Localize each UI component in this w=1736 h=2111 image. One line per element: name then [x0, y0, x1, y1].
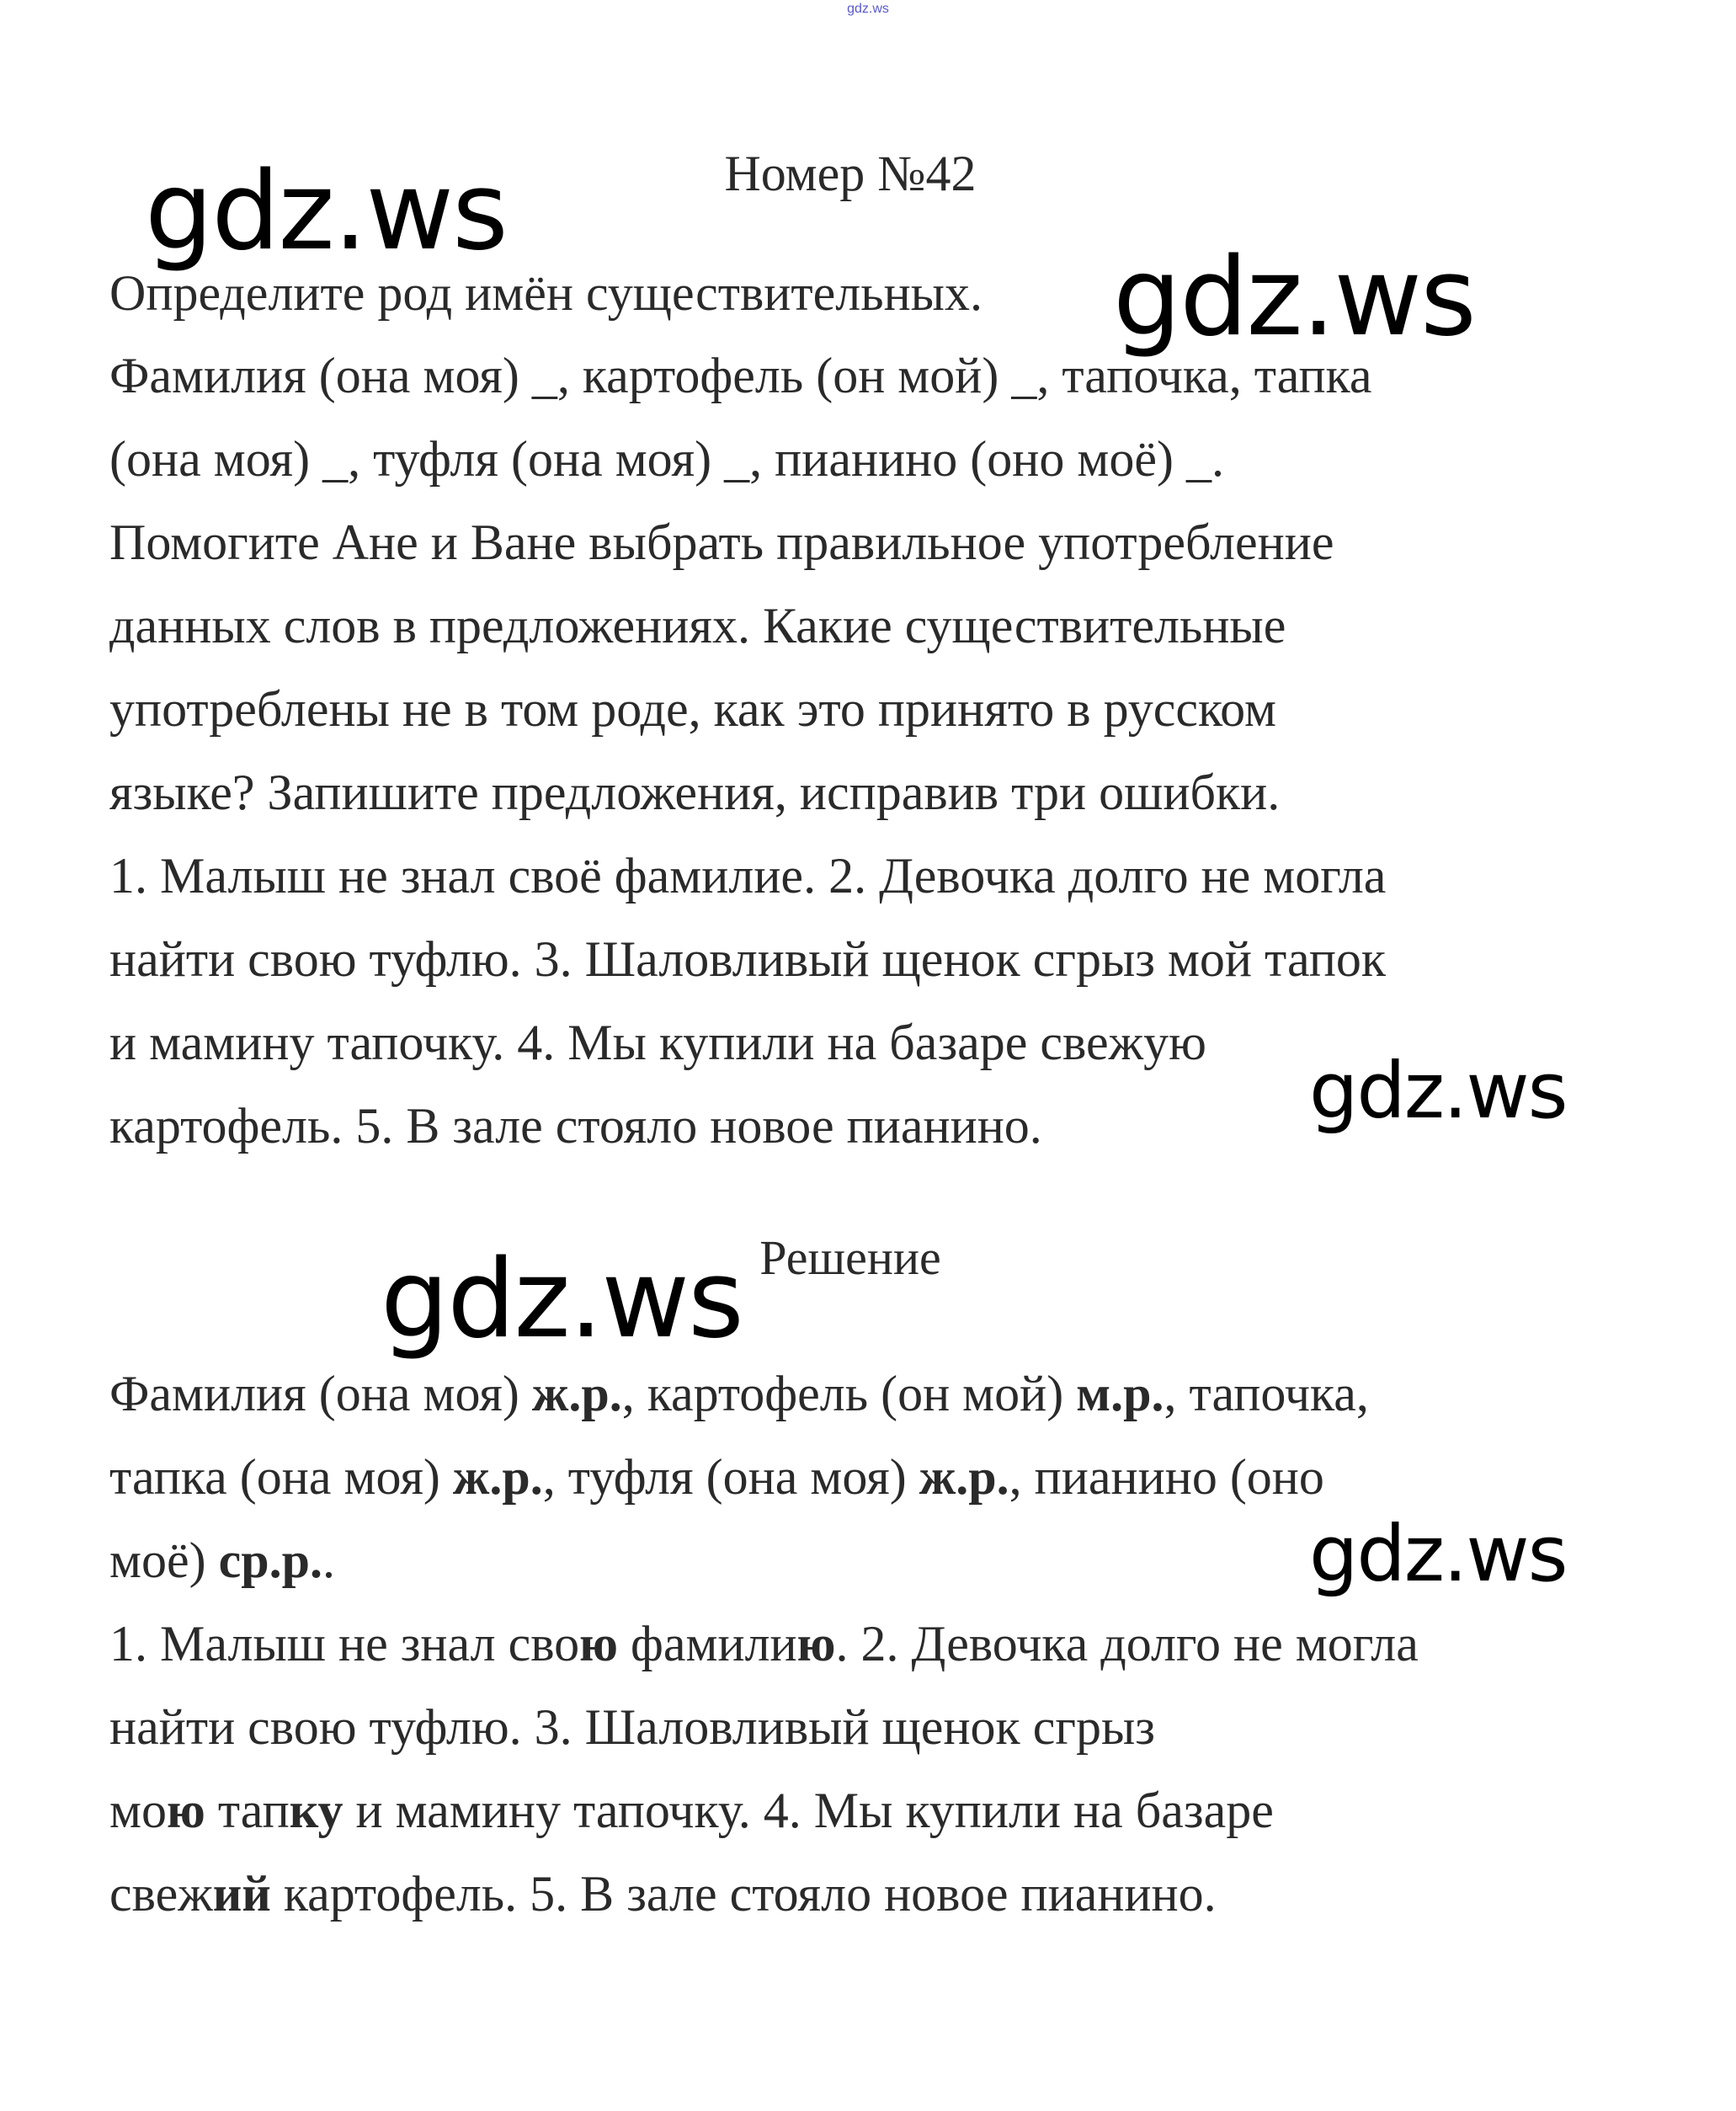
solution-bold: м.р.: [1076, 1366, 1164, 1421]
solution-bold: ю: [579, 1616, 619, 1671]
solution-text: тапка (она моя): [109, 1449, 453, 1505]
solution-line-4: [109, 1618, 1419, 1669]
solution-line-7: [109, 1866, 1217, 1922]
watermark-logo: gdz.ws: [145, 149, 507, 275]
solution-text: 1. Малыш не знал сво: [109, 1616, 580, 1671]
solution-text: , туфля (она моя): [542, 1449, 919, 1505]
solution-text: , картофель (он мой): [621, 1366, 1077, 1421]
solution-text: фамили: [618, 1616, 797, 1671]
watermark-logo: gdz.ws: [1309, 1046, 1567, 1136]
page-title: Номер №42: [724, 146, 977, 201]
solution-text: и мамину тапочку. 4. Мы купили на базаре: [343, 1783, 1274, 1838]
task-line-2: Фамилия (она моя) _, картофель (он мой) _, тапочка, тапка: [109, 348, 1372, 403]
solution-text: . 2. Девочка долго не могла: [835, 1616, 1419, 1671]
task-line-6: употреблены не в том роде, как это принято в русском: [109, 681, 1276, 737]
task-line-9: найти свою туфлю. 3. Шаловливый щенок сгрыз мой тапок: [109, 931, 1387, 987]
solution-text: , тапочка,: [1164, 1366, 1369, 1421]
solution-text: , пианино (оно: [1009, 1449, 1324, 1505]
solution-bold: ий: [212, 1866, 271, 1922]
solution-bold: ю: [796, 1616, 836, 1671]
task-line-3: (она моя) _, туфля (она моя) _, пианино (оно моё) _.: [109, 431, 1224, 487]
solution-text: Фамилия (она моя): [109, 1366, 532, 1421]
solution-text: тап: [205, 1783, 290, 1838]
solution-line-3: [109, 1535, 335, 1586]
solution-text: .: [322, 1533, 335, 1588]
task-line-8: 1. Малыш не знал своё фамилие. 2. Девочка долго не могла: [109, 848, 1387, 904]
solution-line-6: [109, 1785, 1274, 1836]
task-line-5: данных слов в предложениях. Какие существительные: [109, 598, 1286, 653]
solution-line-1: [109, 1368, 1369, 1419]
top-watermark-text: gdz.ws: [847, 2, 889, 16]
solution-text: свеж: [109, 1866, 213, 1922]
solution-bold: ж.р.: [531, 1366, 622, 1421]
solution-bold: ж.р.: [919, 1449, 1009, 1505]
watermark-logo: gdz.ws: [1309, 1509, 1567, 1599]
solution-bold: ю: [166, 1783, 205, 1838]
watermark-logo: gdz.ws: [1113, 235, 1475, 360]
solution-heading: Решение: [759, 1230, 941, 1285]
solution-text: мо: [109, 1783, 167, 1838]
task-line-10: и мамину тапочку. 4. Мы купили на базаре свежую: [109, 1015, 1206, 1070]
solution-bold: ж.р.: [452, 1449, 543, 1505]
task-line-4: Помогите Ане и Ване выбрать правильное употребление: [109, 514, 1334, 570]
watermark-logo: gdz.ws: [381, 1237, 743, 1362]
solution-bold: ср.р.: [218, 1533, 322, 1588]
task-line-7: языке? Запишите предложения, исправив три ошибки.: [109, 765, 1281, 820]
solution-bold: ку: [289, 1783, 343, 1838]
task-line-1: Определите род имён существительных.: [109, 265, 982, 321]
solution-text: картофель. 5. В зале стояло новое пианино.: [270, 1866, 1217, 1922]
solution-line-2: [109, 1449, 1324, 1505]
solution-line-5: найти свою туфлю. 3. Шаловливый щенок сгрыз: [109, 1699, 1155, 1755]
task-line-11: картофель. 5. В зале стояло новое пианино.: [109, 1098, 1042, 1154]
solution-text: моё): [109, 1533, 219, 1588]
